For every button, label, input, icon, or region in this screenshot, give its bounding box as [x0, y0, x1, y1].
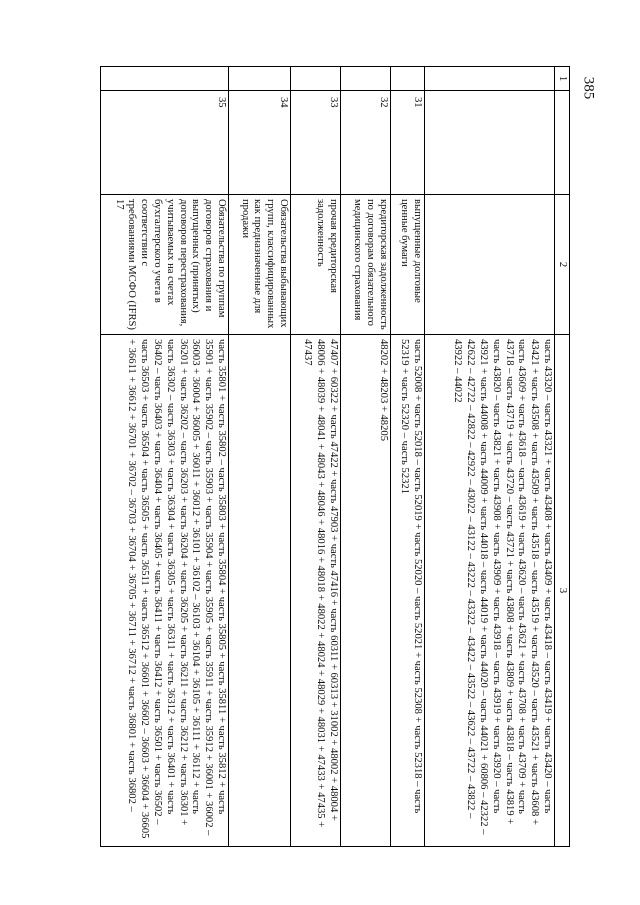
row-name: кредиторская задолженность по договорам обязательного медицинского страхования [341, 195, 391, 335]
table-row [291, 67, 341, 847]
row-number: 35 [101, 91, 229, 195]
row-name: Обязательства выбывающих групп, классифицированных как предназначенные для продажи [229, 195, 291, 335]
table-row [425, 67, 555, 847]
table-row [391, 67, 425, 847]
row-spacer [229, 67, 291, 91]
row-spacer [425, 91, 555, 195]
table-row [101, 67, 229, 847]
row-name [425, 195, 555, 335]
row-number: 32 [341, 91, 391, 195]
row-name: прочая кредиторская задолженность [291, 195, 341, 335]
row-accounts [229, 335, 291, 847]
row-spacer [391, 67, 425, 91]
row-spacer [101, 67, 229, 91]
row-number: 34 [229, 91, 291, 195]
row-accounts: 47407 + 60322 + часть 47422 + часть 47903 + часть 47416 + часть 60311 + 60313 + 31002 + 48002 + 48004 + 48006 + 48039 + 48041 + 48043 + 48046 + 48016 + 48018 + 48022 + 48024 + 48029 + 48031 + 47433 + 47435 + 47437 [291, 335, 341, 847]
row-spacer [291, 67, 341, 91]
rotated-page-content [112, 66, 570, 846]
row-accounts: часть 35801 + часть 35802 – часть 35803 + часть 35804 + часть 35805 + часть 35811 + часть 35812 + часть 35901 + часть 35902 – часть 35903 + часть 35904 + часть 35905 + часть 35911 + часть 35912 + 36001 + 36002 – 36003 + 36004 + 36005 + 36011 + 36012 + 36101 + 36102 – 36103 + 36104 + 36105 + 36111 + 36112 + часть 36201 + часть 36202 – часть 36203 + часть 36204 + часть 36205 + часть 36211 + часть 36212 + часть 36301 + часть 36302 – часть 36303 + часть 36304 + часть 36305 + часть 36311 + часть 36312 + часть 36401 + часть 36402 – часть 36403 + часть 36404 + часть 36405 + часть 36411 + часть 36412 + часть 36501 + часть 36502 – часть 36503 + часть 36504 + часть 36505 + часть 36511 + часть 36512 + 36601 + 36602 – 36603 + 36604 + 36605 + 36611 + 36612 + 36701 + 36702 – 36703 + 36704 + 36705 + 36711 + 36712 + часть 36801 + часть 36802 – [101, 335, 229, 847]
table-header-row [555, 67, 570, 847]
row-name: выпущенные долговые ценные бумаги [391, 195, 425, 335]
header-cell: 2 [555, 195, 570, 335]
row-number [425, 67, 555, 91]
row-accounts: часть 52008 + часть 52018 – часть 52019 + часть 52020 – часть 52021 + часть 52308 + часть 52318 – часть 52319 + часть 52320 – часть 52321 [391, 335, 425, 847]
table-row [341, 67, 391, 847]
page-number: 385 [580, 76, 597, 100]
table-row [229, 67, 291, 847]
row-name: Обязательства по группам договоров страхования и выпущенных (принятых) договоров перестрахования, учитываемых на счетах бухгалтерского учета в соответствии с требованиями МСФО (IFRS) 17 [101, 195, 229, 335]
row-number: 33 [291, 91, 341, 195]
row-spacer [341, 67, 391, 91]
header-cell: 1 [555, 67, 570, 91]
header-cell [555, 91, 570, 195]
header-cell: 3 [555, 335, 570, 847]
row-accounts: часть 43320 – часть 43321 + часть 43408 + часть 43409 + часть 43418 – часть 43419 + часть 43420 – часть 43421 + часть 43508 + часть 43509 + часть 43518 – часть 43519 + часть 43520 – часть 43521 + часть 43608 + часть 43609 + часть 43618 – часть 43619 + часть 43620 – часть 43621 + часть 43708 + часть 43709 + часть 43718 – часть 43719 + часть 43720 – часть 43721 + часть 43808 + часть 43809 + часть 43818 – часть 43819 + часть 43820 – часть 43821 + часть 43908 + часть 43909 + часть 43918 – часть 43919 + часть 43920 – часть 43921 + часть 44008 + часть 44009 + часть 44018 – часть 44019 + часть 44020 – часть 44021 + 60806 – 42322 – 42622 – 42722 – 42822 – 42922 – 43022 – 43122 – 43222 – 43322 – 43422 – 43522 – 43622 – 43722 – 43822 – 43922 – 44022 [425, 335, 555, 847]
accounts-table [100, 66, 570, 847]
row-number: 31 [391, 91, 425, 195]
row-accounts: 48202 + 48203 + 48205 [341, 335, 391, 847]
